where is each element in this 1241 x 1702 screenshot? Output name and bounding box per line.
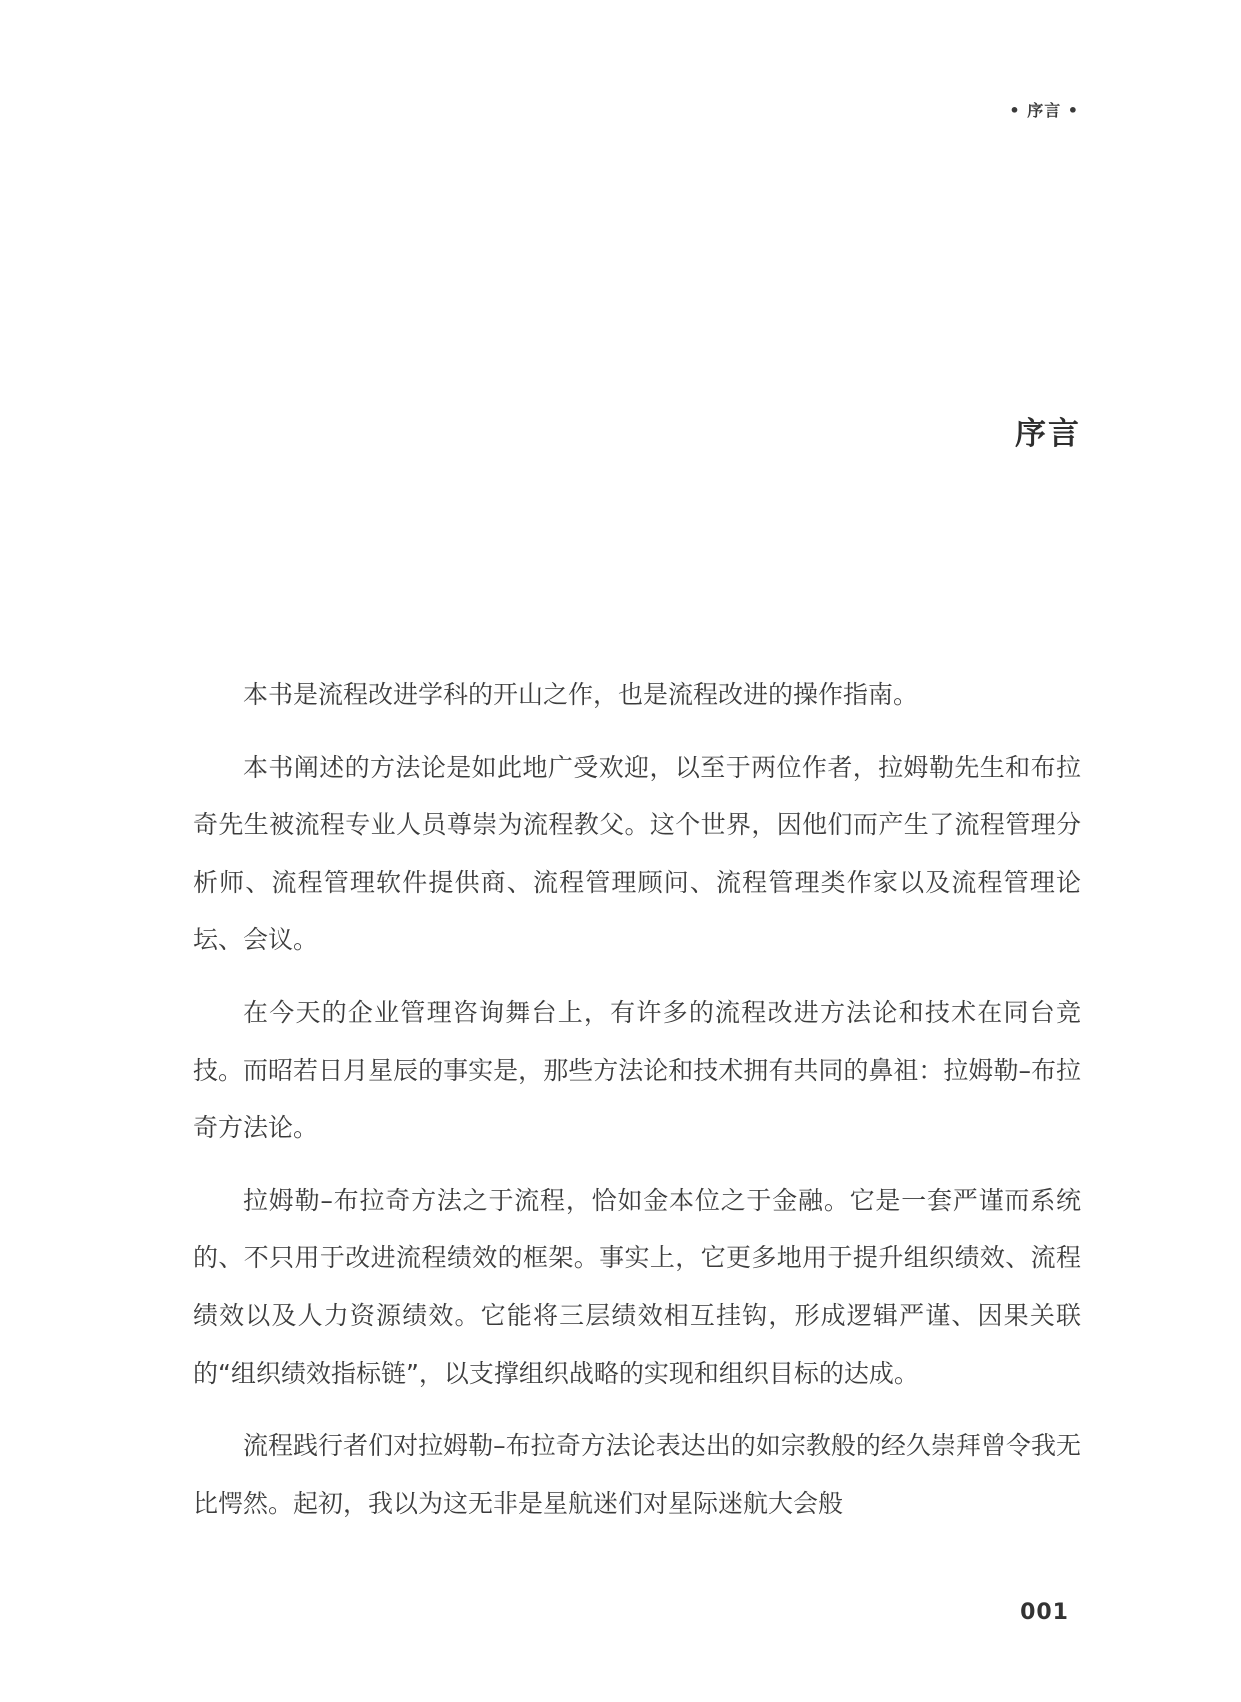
running-header: • 序言 •	[1009, 101, 1079, 120]
paragraph-3: 在今天的企业管理咨询舞台上，有许多的流程改进方法论和技术在同台竞技。而昭若日月星辰的事实是，那些方法论和技术拥有共同的鼻祖：拉姆勒–布拉奇方法论。	[193, 997, 1081, 1143]
paragraph-4: 拉姆勒–布拉奇方法之于流程，恰如金本位之于金融。它是一套严谨而系统的、不只用于改进流程绩效的框架。事实上，它更多地用于提升组织绩效、流程绩效以及人力资源绩效。它能将三层绩效相互挂钩，形成逻辑严谨、因果关联的“组织绩效指标链”，以支撑组织战略的实现和组织目标的达成。	[193, 1185, 1081, 1388]
paragraph-5: 流程践行者们对拉姆勒–布拉奇方法论表达出的如宗教般的经久崇拜曾令我无比愕然。起初，我以为这无非是星航迷们对星际迷航大会般	[193, 1431, 1081, 1518]
page-number: 001	[1020, 1600, 1069, 1625]
body-text	[193, 666, 1081, 1547]
paragraph-2: 本书阐述的方法论是如此地广受欢迎，以至于两位作者，拉姆勒先生和布拉奇先生被流程专业人员尊崇为流程教父。这个世界，因他们而产生了流程管理分析师、流程管理软件提供商、流程管理顾问、流程管理类作家以及流程管理论坛、会议。	[193, 752, 1081, 955]
chapter-title: 序言	[1015, 416, 1081, 452]
paragraph-1: 本书是流程改进学科的开山之作，也是流程改进的操作指南。	[243, 680, 919, 709]
